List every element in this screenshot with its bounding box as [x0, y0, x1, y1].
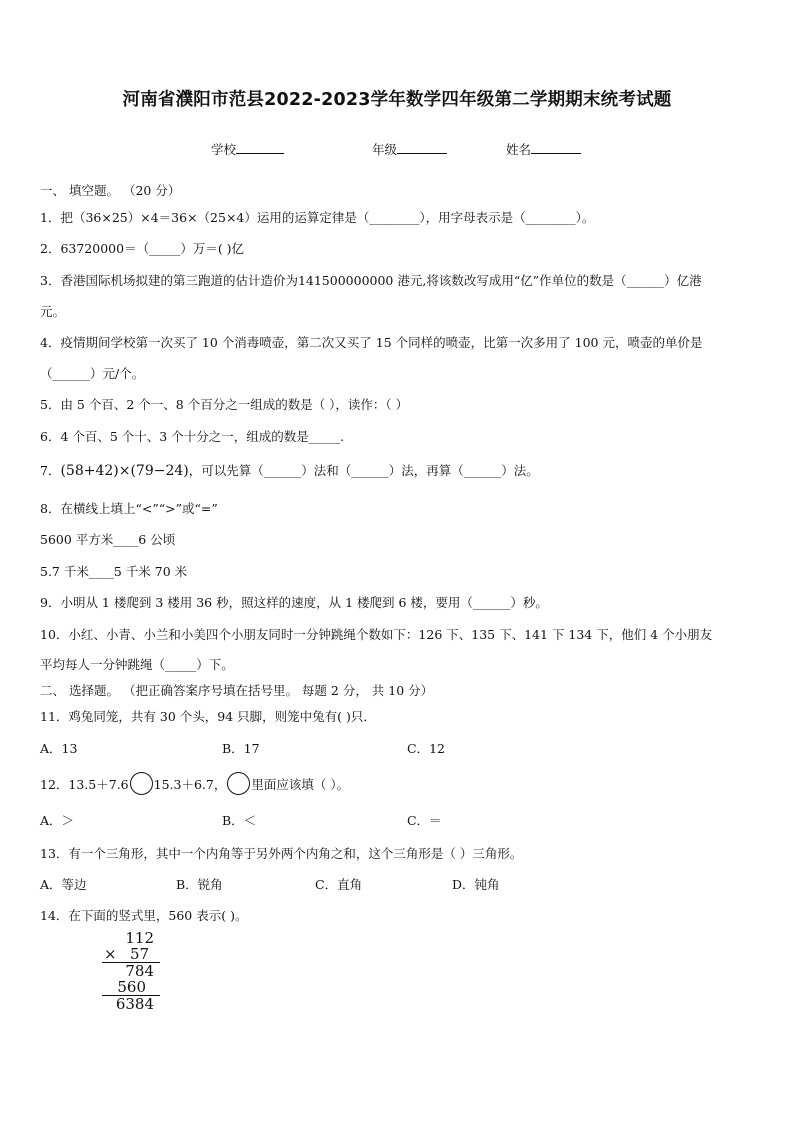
- question-3-line2: 元。: [40, 304, 66, 319]
- question-2: 2．63720000＝（_____）万＝( )亿: [40, 241, 245, 256]
- question-7-number: 7．: [40, 463, 61, 478]
- section-fill-header: 一、 填空题。 （20 分）: [40, 183, 181, 198]
- q12-option-c: C．＝: [407, 813, 442, 828]
- question-10-line1: 10．小红、小青、小兰和小美四个小朋友同时一分钟跳绳个数如下：126 下、135 下、141 下 134 下，他们 4 个小朋友: [40, 627, 713, 642]
- page-title: 河南省濮阳市范县2022-2023学年数学四年级第二学期期末统考试题: [122, 90, 672, 110]
- q11-option-c: C．12: [407, 741, 445, 756]
- question-14: 14．在下面的竖式里，560 表示( )。: [40, 908, 248, 923]
- question-1: 1．把（36×25）×4＝36×（25×4）运用的运算定律是（________），用字母表示是（________）。: [40, 210, 595, 225]
- question-3-line1: 3．香港国际机场拟建的第三跑道的估计造价为141500000000 港元,将该数改写成用“亿”作单位的数是（______）亿港: [40, 273, 702, 288]
- school-label: 学校: [211, 142, 237, 157]
- name-blank: [531, 141, 581, 154]
- question-12-left: 12．13.5＋7.6: [40, 777, 129, 792]
- question-8: 8．在横线上填上“<”“>”或“=”: [40, 501, 218, 516]
- q13-option-c: C．直角: [315, 877, 363, 892]
- section-choice-header: 二、 选择题。 （把正确答案序号填在括号里。 每题 2 分， 共 10 分）: [40, 683, 434, 698]
- question-4-line2: （______）元/个。: [40, 366, 145, 381]
- multiplier-row: [100, 946, 162, 962]
- vertical-multiplication: [100, 930, 162, 1012]
- grade-blank: [397, 141, 447, 154]
- blank-circle: [130, 772, 153, 795]
- product: 6384: [115, 995, 154, 1013]
- q11-option-b: B．17: [222, 741, 260, 756]
- q12-option-b: B．＜: [222, 813, 257, 828]
- q13-option-a: A．等边: [40, 877, 87, 892]
- blank-circle: [227, 772, 250, 795]
- q13-option-b: B．锐角: [176, 877, 223, 892]
- multiplicand: 112: [125, 929, 154, 947]
- q12-option-a: A．＞: [40, 813, 75, 828]
- question-9: 9．小明从 1 楼爬到 3 楼用 36 秒，照这样的速度，从 1 楼爬到 6 楼，要用（______）秒。: [40, 595, 548, 610]
- q11-option-a: A．13: [40, 741, 78, 756]
- question-7-expression: (58+42)×(79−24): [60, 463, 189, 479]
- question-10-line2: 平均每人一分钟跳绳（_____）下。: [40, 657, 234, 672]
- name-label: 姓名: [506, 142, 532, 157]
- partial-product-2: 560: [117, 978, 146, 996]
- name-field: [506, 140, 581, 158]
- question-12-text: 里面应该填（ ）。: [251, 777, 350, 792]
- question-13: 13．有一个三角形，其中一个内角等于另外两个内角之和，这个三角形是（ ）三角形。: [40, 846, 523, 861]
- times-sign: ×: [104, 945, 117, 963]
- question-7-text: ，可以先算（______）法和（______）法，再算（______）法。: [188, 463, 539, 478]
- question-7: [40, 461, 539, 479]
- grade-label: 年级: [372, 142, 398, 157]
- question-5: 5．由 5 个百、2 个一、8 个百分之一组成的数是（ ），读作：（ ）: [40, 397, 409, 412]
- question-8b: 5.7 千米____5 千米 70 米: [40, 564, 188, 579]
- question-4-line1: 4．疫情期间学校第一次买了 10 个消毒喷壶，第二次又买了 15 个同样的喷壶，比第一次多用了 100 元，喷壶的单价是: [40, 335, 703, 350]
- grade-field: [372, 140, 447, 158]
- question-11: 11．鸡兔同笼，共有 30 个头，94 只脚，则笼中兔有( )只．: [40, 709, 376, 724]
- question-6: 6．4 个百、5 个十、3 个十分之一，组成的数是_____.: [40, 429, 344, 444]
- question-12-right: 15.3＋6.7，: [153, 777, 227, 792]
- school-field: [211, 140, 284, 158]
- school-blank: [236, 141, 284, 154]
- question-12: [40, 775, 349, 795]
- question-8a: 5600 平方米____6 公顷: [40, 532, 176, 547]
- q13-option-d: D．钝角: [452, 877, 500, 892]
- multiplier: 57: [130, 945, 150, 963]
- partial-product-1: 784: [125, 962, 154, 980]
